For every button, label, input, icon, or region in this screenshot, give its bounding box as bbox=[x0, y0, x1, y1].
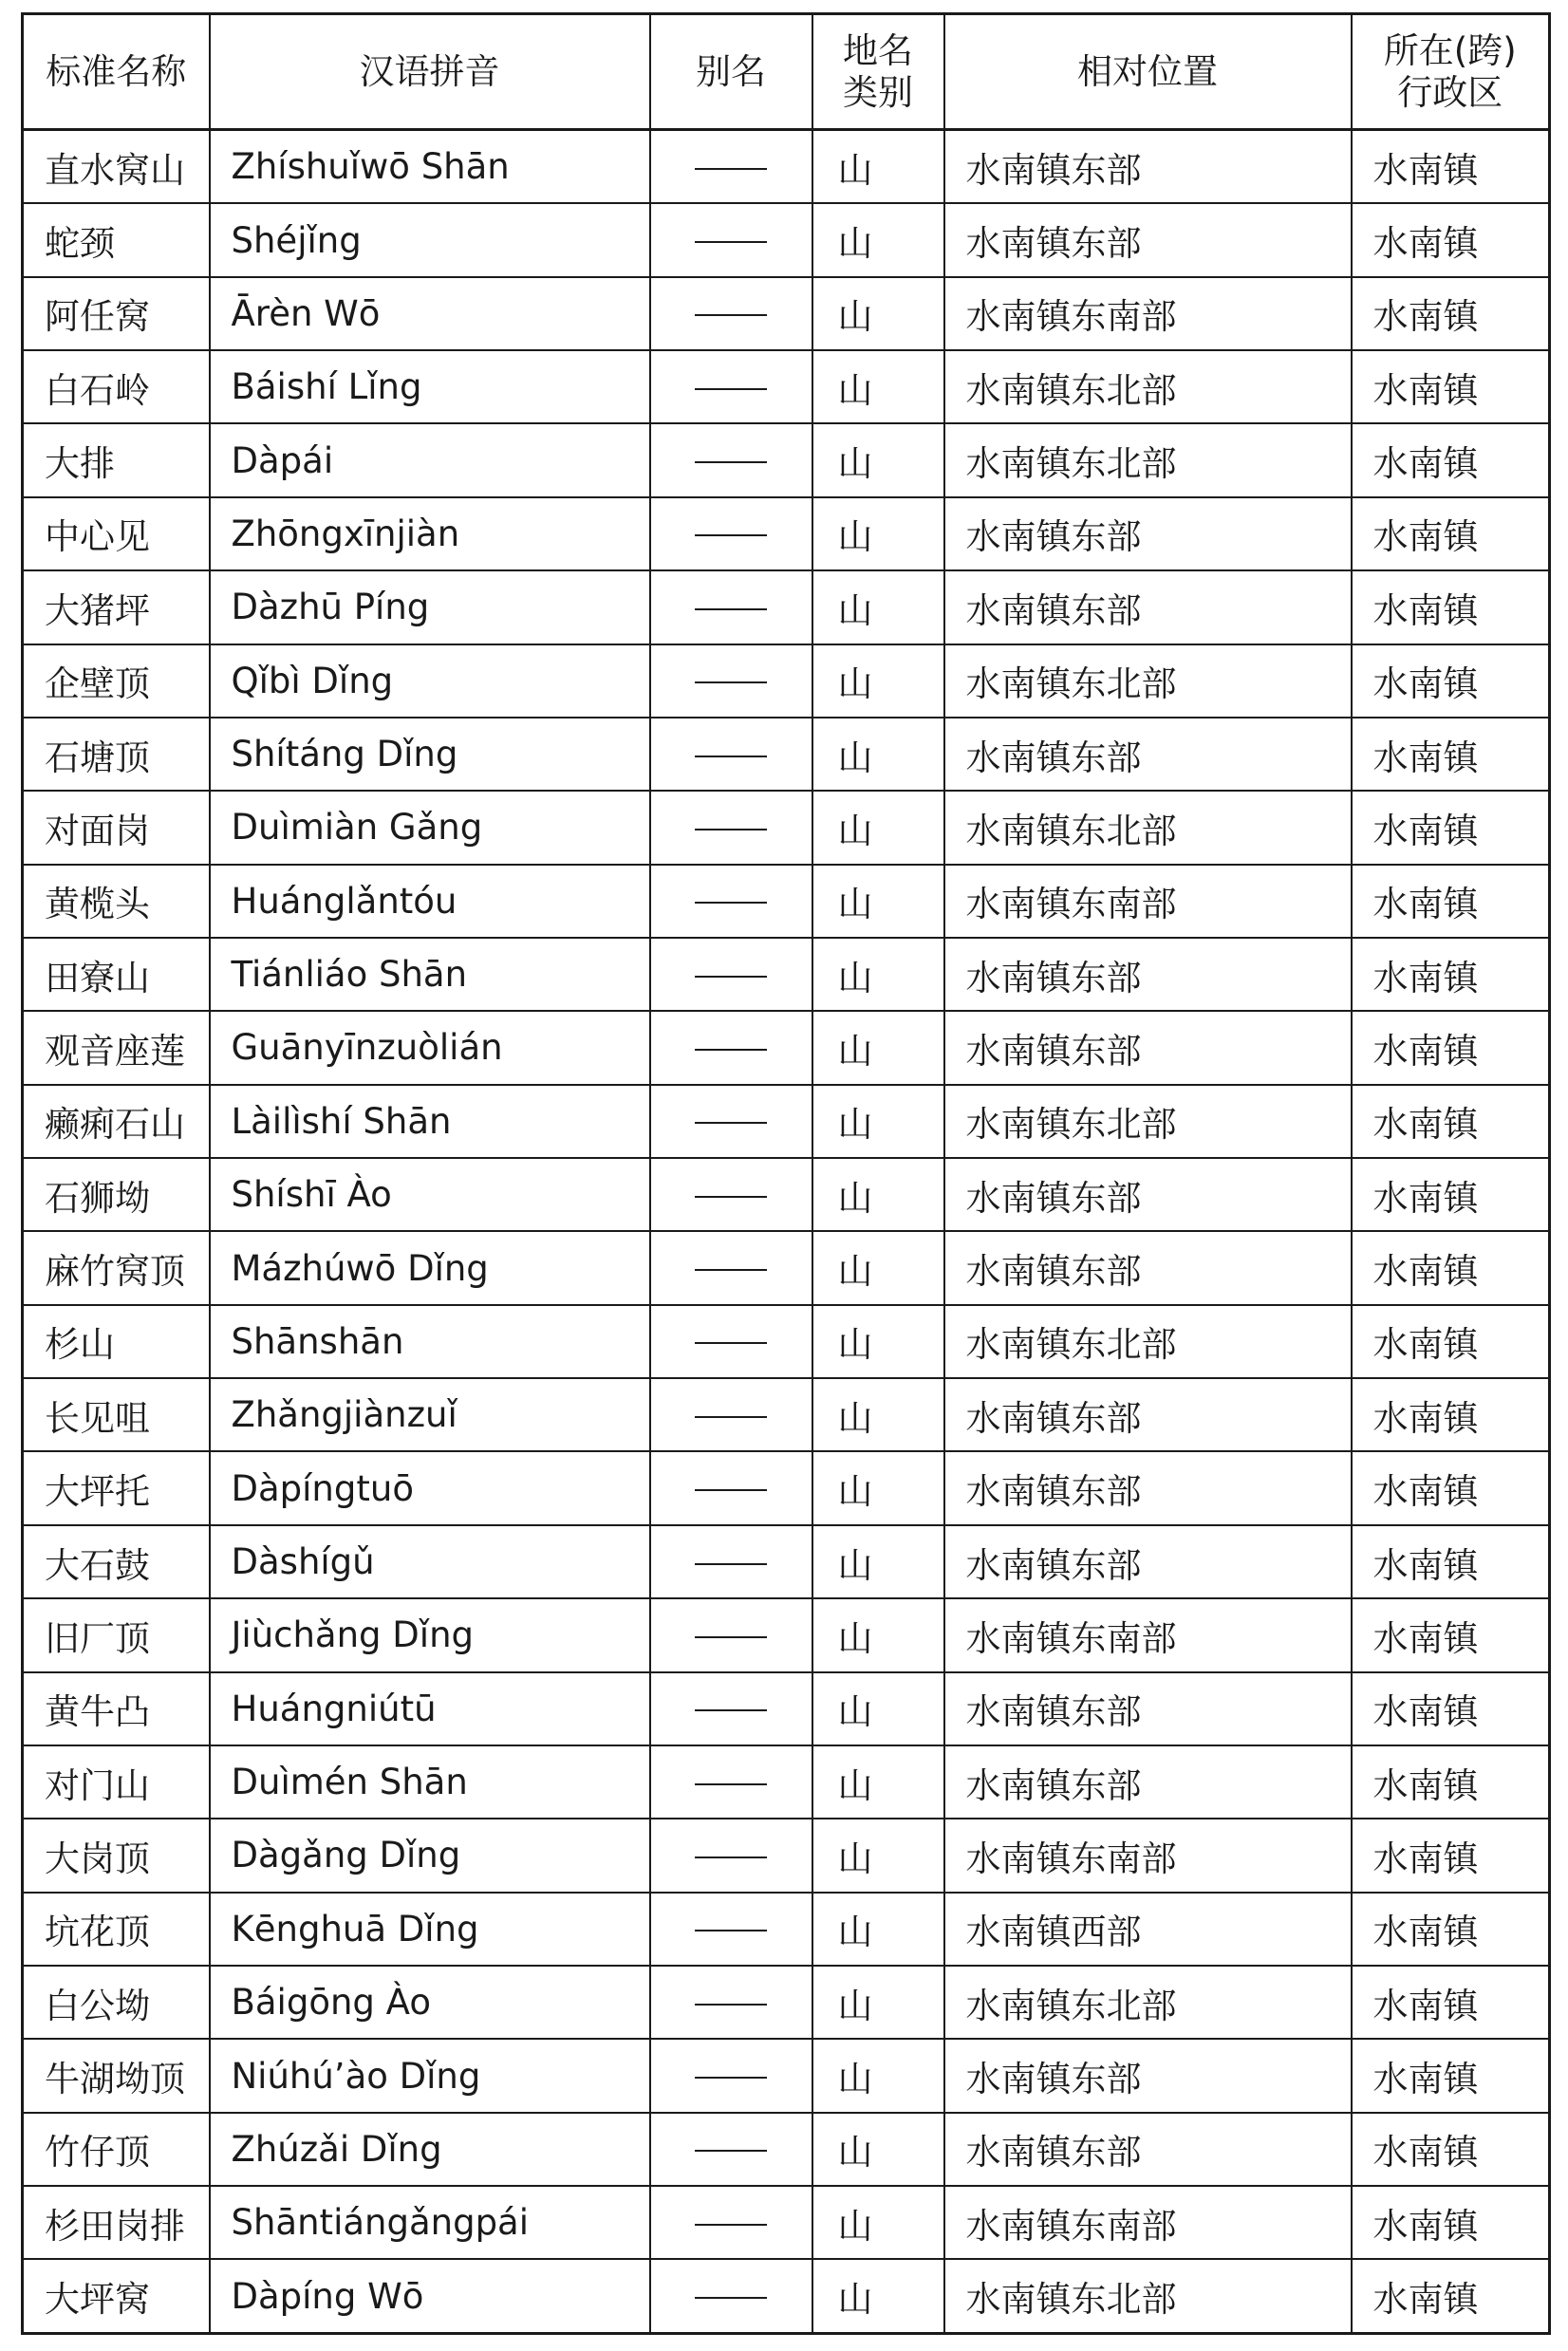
cell-admin-region: 水南镇 bbox=[1352, 791, 1550, 864]
cell-category: 山 bbox=[812, 1305, 944, 1378]
table-row bbox=[23, 2186, 1550, 2259]
table-row bbox=[23, 1672, 1550, 1745]
cell-category: 山 bbox=[812, 1011, 944, 1084]
cell-location: 水南镇东南部 bbox=[944, 1819, 1352, 1892]
cell-alias bbox=[650, 277, 812, 350]
cell-category: 山 bbox=[812, 1745, 944, 1819]
cell-category: 山 bbox=[812, 791, 944, 864]
alias-empty-dash bbox=[695, 1196, 767, 1198]
cell-pinyin: Huángniútū bbox=[210, 1672, 650, 1745]
cell-standard-name: 牛湖坳顶 bbox=[23, 2039, 210, 2112]
alias-empty-dash bbox=[695, 2150, 767, 2152]
alias-empty-dash bbox=[695, 2077, 767, 2079]
cell-pinyin: Ārèn Wō bbox=[210, 277, 650, 350]
cell-admin-region: 水南镇 bbox=[1352, 1451, 1550, 1524]
cell-admin-region: 水南镇 bbox=[1352, 1378, 1550, 1451]
cell-pinyin: Shéjǐng bbox=[210, 203, 650, 276]
cell-category: 山 bbox=[812, 1231, 944, 1304]
table-row bbox=[23, 1305, 1550, 1378]
cell-category: 山 bbox=[812, 2259, 944, 2333]
cell-category: 山 bbox=[812, 1451, 944, 1524]
cell-admin-region: 水南镇 bbox=[1352, 2259, 1550, 2333]
cell-pinyin: Kēnghuā Dǐng bbox=[210, 1893, 650, 1966]
cell-standard-name: 黄榄头 bbox=[23, 865, 210, 938]
cell-alias bbox=[650, 497, 812, 570]
cell-standard-name: 石塘顶 bbox=[23, 718, 210, 791]
header-location: 相对位置 bbox=[944, 14, 1352, 130]
cell-standard-name: 蛇颈 bbox=[23, 203, 210, 276]
alias-empty-dash bbox=[695, 2224, 767, 2226]
table-row bbox=[23, 1231, 1550, 1304]
cell-alias bbox=[650, 644, 812, 718]
header-category-line2: 类别 bbox=[843, 71, 913, 113]
cell-alias bbox=[650, 1525, 812, 1598]
cell-category: 山 bbox=[812, 1819, 944, 1892]
alias-empty-dash bbox=[695, 1269, 767, 1271]
cell-location: 水南镇东北部 bbox=[944, 423, 1352, 496]
cell-standard-name: 阿任窝 bbox=[23, 277, 210, 350]
cell-alias bbox=[650, 718, 812, 791]
cell-category: 山 bbox=[812, 497, 944, 570]
cell-location: 水南镇东部 bbox=[944, 497, 1352, 570]
cell-admin-region: 水南镇 bbox=[1352, 1745, 1550, 1819]
cell-pinyin: Zhíshuǐwō Shān bbox=[210, 130, 650, 204]
alias-empty-dash bbox=[695, 1636, 767, 1638]
cell-location: 水南镇东南部 bbox=[944, 277, 1352, 350]
cell-admin-region: 水南镇 bbox=[1352, 938, 1550, 1011]
alias-empty-dash bbox=[695, 1783, 767, 1785]
cell-alias bbox=[650, 1966, 812, 2039]
cell-pinyin: Làilìshí Shān bbox=[210, 1085, 650, 1158]
cell-pinyin: Dàshígǔ bbox=[210, 1525, 650, 1598]
cell-location: 水南镇东部 bbox=[944, 1672, 1352, 1745]
cell-category: 山 bbox=[812, 2039, 944, 2112]
cell-location: 水南镇东北部 bbox=[944, 1085, 1352, 1158]
alias-empty-dash bbox=[695, 2297, 767, 2299]
cell-pinyin: Duìmiàn Gǎng bbox=[210, 791, 650, 864]
table-row bbox=[23, 2259, 1550, 2333]
cell-admin-region: 水南镇 bbox=[1352, 1231, 1550, 1304]
table-row bbox=[23, 570, 1550, 644]
alias-empty-dash bbox=[695, 1489, 767, 1491]
cell-alias bbox=[650, 791, 812, 864]
cell-alias bbox=[650, 1819, 812, 1892]
alias-empty-dash bbox=[695, 2004, 767, 2006]
alias-empty-dash bbox=[695, 534, 767, 536]
cell-category: 山 bbox=[812, 130, 944, 204]
cell-category: 山 bbox=[812, 277, 944, 350]
cell-pinyin: Dàpái bbox=[210, 423, 650, 496]
cell-category: 山 bbox=[812, 570, 944, 644]
table-row bbox=[23, 277, 1550, 350]
cell-pinyin: Niúhú’ào Dǐng bbox=[210, 2039, 650, 2112]
cell-location: 水南镇东部 bbox=[944, 2039, 1352, 2112]
cell-category: 山 bbox=[812, 865, 944, 938]
cell-alias bbox=[650, 2039, 812, 2112]
cell-alias bbox=[650, 1378, 812, 1451]
cell-pinyin: Shānshān bbox=[210, 1305, 650, 1378]
cell-category: 山 bbox=[812, 1966, 944, 2039]
table-row bbox=[23, 1966, 1550, 2039]
cell-location: 水南镇东部 bbox=[944, 2113, 1352, 2186]
cell-alias bbox=[650, 865, 812, 938]
alias-empty-dash bbox=[695, 756, 767, 757]
cell-category: 山 bbox=[812, 2113, 944, 2186]
table-row bbox=[23, 1158, 1550, 1231]
alias-empty-dash bbox=[695, 1563, 767, 1565]
cell-alias bbox=[650, 1158, 812, 1231]
cell-location: 水南镇东北部 bbox=[944, 1305, 1352, 1378]
cell-standard-name: 直水窝山 bbox=[23, 130, 210, 204]
cell-standard-name: 竹仔顶 bbox=[23, 2113, 210, 2186]
cell-admin-region: 水南镇 bbox=[1352, 130, 1550, 204]
cell-pinyin: Qǐbì Dǐng bbox=[210, 644, 650, 718]
cell-location: 水南镇东部 bbox=[944, 718, 1352, 791]
cell-alias bbox=[650, 1011, 812, 1084]
header-admin-line1: 所在(跨) bbox=[1383, 29, 1517, 71]
cell-location: 水南镇东部 bbox=[944, 1158, 1352, 1231]
cell-category: 山 bbox=[812, 1598, 944, 1671]
cell-standard-name: 大岗顶 bbox=[23, 1819, 210, 1892]
cell-admin-region: 水南镇 bbox=[1352, 1525, 1550, 1598]
cell-location: 水南镇东北部 bbox=[944, 644, 1352, 718]
cell-pinyin: Shíshī Ào bbox=[210, 1158, 650, 1231]
cell-alias bbox=[650, 423, 812, 496]
alias-empty-dash bbox=[695, 681, 767, 683]
alias-empty-dash bbox=[695, 1857, 767, 1858]
cell-category: 山 bbox=[812, 718, 944, 791]
cell-category: 山 bbox=[812, 1378, 944, 1451]
cell-admin-region: 水南镇 bbox=[1352, 718, 1550, 791]
cell-location: 水南镇东部 bbox=[944, 203, 1352, 276]
cell-category: 山 bbox=[812, 423, 944, 496]
alias-empty-dash bbox=[695, 976, 767, 978]
header-admin-region bbox=[1352, 14, 1550, 130]
cell-alias bbox=[650, 1672, 812, 1745]
alias-empty-dash bbox=[695, 608, 767, 610]
table-row bbox=[23, 938, 1550, 1011]
table-row bbox=[23, 203, 1550, 276]
cell-standard-name: 大猪坪 bbox=[23, 570, 210, 644]
cell-pinyin: Mázhúwō Dǐng bbox=[210, 1231, 650, 1304]
cell-standard-name: 麻竹窝顶 bbox=[23, 1231, 210, 1304]
cell-pinyin: Zhúzǎi Dǐng bbox=[210, 2113, 650, 2186]
cell-alias bbox=[650, 350, 812, 423]
table-row bbox=[23, 497, 1550, 570]
cell-location: 水南镇东部 bbox=[944, 1011, 1352, 1084]
cell-pinyin: Shítáng Dǐng bbox=[210, 718, 650, 791]
cell-pinyin: Dàzhū Píng bbox=[210, 570, 650, 644]
cell-category: 山 bbox=[812, 644, 944, 718]
cell-standard-name: 田寮山 bbox=[23, 938, 210, 1011]
cell-alias bbox=[650, 938, 812, 1011]
cell-standard-name: 白公坳 bbox=[23, 1966, 210, 2039]
cell-alias bbox=[650, 1598, 812, 1671]
table-row bbox=[23, 644, 1550, 718]
cell-admin-region: 水南镇 bbox=[1352, 203, 1550, 276]
table-row bbox=[23, 1745, 1550, 1819]
alias-empty-dash bbox=[695, 1122, 767, 1124]
header-pinyin: 汉语拼音 bbox=[210, 14, 650, 130]
cell-admin-region: 水南镇 bbox=[1352, 277, 1550, 350]
cell-standard-name: 大坪托 bbox=[23, 1451, 210, 1524]
cell-pinyin: Huánglǎntóu bbox=[210, 865, 650, 938]
place-names-table bbox=[21, 12, 1551, 2335]
alias-empty-dash bbox=[695, 241, 767, 243]
cell-location: 水南镇西部 bbox=[944, 1893, 1352, 1966]
cell-admin-region: 水南镇 bbox=[1352, 1158, 1550, 1231]
cell-alias bbox=[650, 2259, 812, 2333]
cell-admin-region: 水南镇 bbox=[1352, 2113, 1550, 2186]
cell-pinyin: Zhōngxīnjiàn bbox=[210, 497, 650, 570]
cell-alias bbox=[650, 203, 812, 276]
table-row bbox=[23, 791, 1550, 864]
table-row bbox=[23, 1598, 1550, 1671]
cell-standard-name: 对门山 bbox=[23, 1745, 210, 1819]
cell-admin-region: 水南镇 bbox=[1352, 1598, 1550, 1671]
cell-pinyin: Dàpíngtuō bbox=[210, 1451, 650, 1524]
table-row bbox=[23, 2039, 1550, 2112]
header-standard-name: 标准名称 bbox=[23, 14, 210, 130]
table-row bbox=[23, 1378, 1550, 1451]
cell-admin-region: 水南镇 bbox=[1352, 570, 1550, 644]
alias-empty-dash bbox=[695, 388, 767, 390]
cell-location: 水南镇东部 bbox=[944, 1378, 1352, 1451]
cell-pinyin: Báigōng Ào bbox=[210, 1966, 650, 2039]
table-row bbox=[23, 1525, 1550, 1598]
cell-standard-name: 大石鼓 bbox=[23, 1525, 210, 1598]
cell-pinyin: Duìmén Shān bbox=[210, 1745, 650, 1819]
cell-pinyin: Báishí Lǐng bbox=[210, 350, 650, 423]
cell-alias bbox=[650, 1893, 812, 1966]
cell-standard-name: 黄牛凸 bbox=[23, 1672, 210, 1745]
cell-category: 山 bbox=[812, 350, 944, 423]
cell-standard-name: 企壁顶 bbox=[23, 644, 210, 718]
cell-location: 水南镇东部 bbox=[944, 1525, 1352, 1598]
cell-category: 山 bbox=[812, 2186, 944, 2259]
cell-location: 水南镇东北部 bbox=[944, 1966, 1352, 2039]
cell-category: 山 bbox=[812, 1672, 944, 1745]
cell-standard-name: 观音座莲 bbox=[23, 1011, 210, 1084]
cell-location: 水南镇东南部 bbox=[944, 1598, 1352, 1671]
cell-location: 水南镇东部 bbox=[944, 1745, 1352, 1819]
table-row bbox=[23, 130, 1550, 204]
cell-admin-region: 水南镇 bbox=[1352, 1893, 1550, 1966]
cell-admin-region: 水南镇 bbox=[1352, 1672, 1550, 1745]
cell-pinyin: Guānyīnzuòlián bbox=[210, 1011, 650, 1084]
cell-standard-name: 大排 bbox=[23, 423, 210, 496]
table-body bbox=[23, 130, 1550, 2334]
cell-category: 山 bbox=[812, 938, 944, 1011]
alias-empty-dash bbox=[695, 314, 767, 316]
cell-alias bbox=[650, 1085, 812, 1158]
cell-pinyin: Tiánliáo Shān bbox=[210, 938, 650, 1011]
table-row bbox=[23, 718, 1550, 791]
cell-alias bbox=[650, 1451, 812, 1524]
cell-standard-name: 坑花顶 bbox=[23, 1893, 210, 1966]
cell-admin-region: 水南镇 bbox=[1352, 644, 1550, 718]
cell-category: 山 bbox=[812, 1158, 944, 1231]
cell-standard-name: 杉山 bbox=[23, 1305, 210, 1378]
cell-standard-name: 石狮坳 bbox=[23, 1158, 210, 1231]
table-row bbox=[23, 350, 1550, 423]
cell-admin-region: 水南镇 bbox=[1352, 1819, 1550, 1892]
cell-alias bbox=[650, 2186, 812, 2259]
header-admin-line2: 行政区 bbox=[1397, 71, 1503, 113]
cell-standard-name: 中心见 bbox=[23, 497, 210, 570]
cell-admin-region: 水南镇 bbox=[1352, 1085, 1550, 1158]
table-row bbox=[23, 1819, 1550, 1892]
table-row bbox=[23, 865, 1550, 938]
header-category-line1: 地名 bbox=[843, 29, 913, 71]
cell-pinyin: Shāntiángǎngpái bbox=[210, 2186, 650, 2259]
cell-standard-name: 白石岭 bbox=[23, 350, 210, 423]
alias-empty-dash bbox=[695, 168, 767, 170]
cell-standard-name: 大坪窝 bbox=[23, 2259, 210, 2333]
cell-pinyin: Jiùchǎng Dǐng bbox=[210, 1598, 650, 1671]
table-row bbox=[23, 1451, 1550, 1524]
cell-admin-region: 水南镇 bbox=[1352, 865, 1550, 938]
alias-empty-dash bbox=[695, 1709, 767, 1711]
cell-standard-name: 杉田岗排 bbox=[23, 2186, 210, 2259]
table-row bbox=[23, 1893, 1550, 1966]
cell-location: 水南镇东部 bbox=[944, 1231, 1352, 1304]
cell-location: 水南镇东部 bbox=[944, 1451, 1352, 1524]
cell-standard-name: 对面岗 bbox=[23, 791, 210, 864]
alias-empty-dash bbox=[695, 1930, 767, 1931]
cell-alias bbox=[650, 1745, 812, 1819]
cell-standard-name: 旧厂顶 bbox=[23, 1598, 210, 1671]
cell-admin-region: 水南镇 bbox=[1352, 1011, 1550, 1084]
cell-admin-region: 水南镇 bbox=[1352, 2039, 1550, 2112]
cell-location: 水南镇东部 bbox=[944, 130, 1352, 204]
alias-empty-dash bbox=[695, 829, 767, 830]
cell-admin-region: 水南镇 bbox=[1352, 2186, 1550, 2259]
cell-alias bbox=[650, 1305, 812, 1378]
cell-admin-region: 水南镇 bbox=[1352, 1966, 1550, 2039]
cell-alias bbox=[650, 1231, 812, 1304]
header-row bbox=[23, 14, 1550, 130]
cell-location: 水南镇东北部 bbox=[944, 350, 1352, 423]
cell-category: 山 bbox=[812, 203, 944, 276]
cell-category: 山 bbox=[812, 1525, 944, 1598]
alias-empty-dash bbox=[695, 461, 767, 463]
cell-pinyin: Dàgǎng Dǐng bbox=[210, 1819, 650, 1892]
cell-pinyin: Zhǎngjiànzuǐ bbox=[210, 1378, 650, 1451]
table-header bbox=[23, 14, 1550, 130]
table-row bbox=[23, 2113, 1550, 2186]
cell-location: 水南镇东部 bbox=[944, 570, 1352, 644]
cell-alias bbox=[650, 570, 812, 644]
cell-standard-name: 长见咀 bbox=[23, 1378, 210, 1451]
alias-empty-dash bbox=[695, 1416, 767, 1418]
cell-alias bbox=[650, 130, 812, 204]
cell-pinyin: Dàpíng Wō bbox=[210, 2259, 650, 2333]
header-alias: 别名 bbox=[650, 14, 812, 130]
cell-location: 水南镇东南部 bbox=[944, 865, 1352, 938]
cell-category: 山 bbox=[812, 1893, 944, 1966]
header-category bbox=[812, 14, 944, 130]
cell-admin-region: 水南镇 bbox=[1352, 1305, 1550, 1378]
cell-alias bbox=[650, 2113, 812, 2186]
alias-empty-dash bbox=[695, 1342, 767, 1344]
alias-empty-dash bbox=[695, 1049, 767, 1051]
cell-standard-name: 癞痢石山 bbox=[23, 1085, 210, 1158]
cell-admin-region: 水南镇 bbox=[1352, 497, 1550, 570]
cell-location: 水南镇东北部 bbox=[944, 791, 1352, 864]
cell-location: 水南镇东南部 bbox=[944, 2186, 1352, 2259]
cell-category: 山 bbox=[812, 1085, 944, 1158]
table-row bbox=[23, 423, 1550, 496]
cell-admin-region: 水南镇 bbox=[1352, 423, 1550, 496]
cell-location: 水南镇东部 bbox=[944, 938, 1352, 1011]
table-row bbox=[23, 1011, 1550, 1084]
alias-empty-dash bbox=[695, 902, 767, 904]
table-row bbox=[23, 1085, 1550, 1158]
cell-location: 水南镇东北部 bbox=[944, 2259, 1352, 2333]
cell-admin-region: 水南镇 bbox=[1352, 350, 1550, 423]
